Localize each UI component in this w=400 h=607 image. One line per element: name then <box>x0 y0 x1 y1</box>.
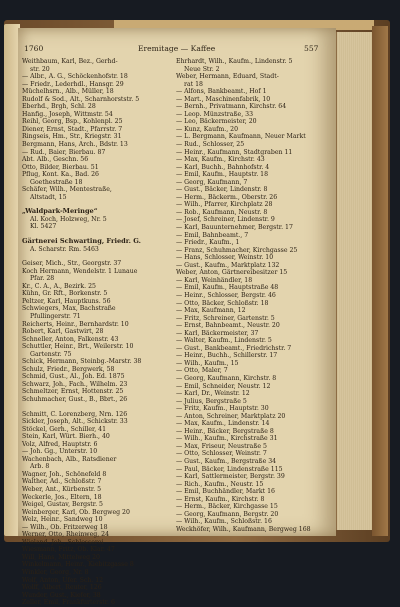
directory-entry: Weber, Hermann, Eduard, Stadt- <box>176 73 279 81</box>
directory-entry: Robert, Karl, Gastwirt, 28 <box>22 328 104 336</box>
directory-entry: Rudolf & Sod., Alt., Scharnhorststr. 5 <box>22 95 140 103</box>
directory-entry: A. Scharstr. Rm. 5463 <box>30 245 99 253</box>
directory-entry: Geiser, Mich., Str., Georgstr. 37 <box>22 260 122 268</box>
directory-entry: Ringseis, Hm., Str., Kriegstr. 31 <box>22 133 122 141</box>
directory-entry: Abt. Alb., Geschn. 56 <box>22 156 89 164</box>
directory-entry: Reicherts, Heinr., Bernhardstr. 10 <box>22 320 129 328</box>
directory-entry: Pflug, Kont. Ka., Bad. 26 <box>22 171 99 179</box>
directory-entry: — Leop. Münzstraße, 33 <box>176 110 254 118</box>
directory-entry: — Rud., Baier, Bierbau. 87 <box>22 148 106 156</box>
directory-entry: Otto, Bilder, Bierbau. 51 <box>22 163 99 171</box>
directory-entry: „Waldpark-Meringe“ <box>22 207 98 216</box>
directory-entry: — Gust., Kaufm., Marktplatz 132 <box>176 261 280 269</box>
directory-entry: — Rob., Kaufmann, Neustr. 8 <box>176 208 268 216</box>
header-left: 1760 <box>24 44 44 53</box>
directory-entry: Reihl, Georg, Bsp., Kohlenpl. 25 <box>22 118 123 126</box>
directory-entry: Weber, Ant., Kürbenstr. 5 <box>22 485 102 493</box>
directory-entry: — Herm., Bäcker, Kirchgasse 15 <box>176 503 278 511</box>
directory-entry: Sickler, Joseph, Alt., Schickstr. 33 <box>22 418 128 426</box>
directory-entry: — Leo, Bäckermeister, 20 <box>176 118 257 126</box>
directory-entry: Stein, Karl, Würt. Bierh., 40 <box>22 433 110 441</box>
directory-entry: Arb. 8 <box>30 463 50 471</box>
directory-entry: — Gust., Bäcker, Lindenstr. 8 <box>176 186 268 194</box>
book <box>4 20 390 607</box>
directory-entry: Stöckel, Gerh., Schiller, 41 <box>22 425 107 433</box>
directory-entry: — Heinr., Schlosser, Bergstr. 46 <box>176 291 276 299</box>
directory-entry: Weinberger, Karl, Ob. Bergweg 20 <box>22 508 130 516</box>
directory-entry: — Heinr., Kaufmann, Stadtgraben 11 <box>176 148 293 156</box>
directory-entry: — Karl, Sattlermeister, Bergstr. 39 <box>176 473 285 481</box>
directory-entry: — Kunz, Kaufm., 20 <box>176 125 239 133</box>
directory-entry: Bergmann, Hans, Arch., Bdstr. 13 <box>22 141 128 149</box>
page-number: 557 <box>304 44 319 53</box>
directory-entry: Gartenstr. 75 <box>30 350 72 358</box>
book-cover-edge <box>372 26 388 536</box>
directory-entry: Wiesmann, Fritz, Ob. Klar. 47 <box>22 546 115 554</box>
directory-entry: — Josef, Schreiner, Lindenstr. 9 <box>176 216 275 224</box>
directory-entry: Will, Hans, Mittelweg 20 <box>22 553 100 561</box>
directory-entry: — Fritz, Kaufm., Hauptstr. 30 <box>176 405 269 413</box>
directory-entry: — Karl, Weinhändler, 18 <box>176 276 253 284</box>
directory-entry: — Max, Kaufm., Lindenstr. 14 <box>176 420 270 428</box>
directory-entry: — Karl, Dr., Weinstr. 12 <box>176 390 250 398</box>
directory-entry: Weckerle, Jos., Eltern, 18 <box>22 493 102 501</box>
directory-entry: — Georg, Kaufmann, Bergstr. 20 <box>176 510 279 518</box>
directory-entry: Schäfer, Wilh., Mentestraße, <box>22 186 112 194</box>
directory-entry: — Ernst, Bahnbeamt., Neustr. 20 <box>176 322 280 330</box>
directory-entry: Eberhd., Brgh, Schl. 28 <box>22 103 96 111</box>
directory-entry: Schmitt, C. Lorenzberg, Nrn. 126 <box>22 410 128 418</box>
directory-entry: — Anton, Schreiner, Marktplatz 20 <box>176 412 286 420</box>
directory-entry: Altstadt, 15 <box>30 193 67 201</box>
directory-entry: — Wilh., Kaufm., 15 <box>176 359 239 367</box>
directory-entry: — Hans, Schlosser, Weinstr. 10 <box>176 254 274 262</box>
directory-entry: — Max, Kaufmann, 12 <box>176 307 246 315</box>
directory-entry: — Rich., Kaufm., Neustr. 15 <box>176 480 264 488</box>
page-stack-edge <box>336 32 373 530</box>
directory-page <box>18 28 336 607</box>
directory-entry: Zeller, Emil, Frankfurterstr. 6 <box>22 599 115 607</box>
directory-entry: — Karl, Bäckermeister, 37 <box>176 329 259 337</box>
directory-entry: — Joh. Gg., Unterstr. 10 <box>22 448 98 456</box>
directory-entry: — Paul, Bäcker, Lindenstraße 115 <box>176 465 283 473</box>
directory-entry: rat 18 <box>184 80 203 88</box>
directory-entry: — Wilh., Ob. Fritzerweg 18 <box>22 523 108 531</box>
directory-entry: — Max, Kaufm., Kirchstr. 43 <box>176 156 265 164</box>
directory-entry: Werner, Otto, Rheinweg, 24 <box>22 531 110 539</box>
directory-entry: — Fritz, Schreiner, Gartenstr. 5 <box>176 314 275 322</box>
directory-entry: Weber, Anton, Gärtnereibesitzer 15 <box>176 269 288 277</box>
directory-entry: — Mart., Maschinenfabrik, 10 <box>176 95 271 103</box>
directory-entry: — Emil, Buchhändler, Markt 16 <box>176 488 275 496</box>
directory-entry: Goethestraße 18 <box>30 178 83 186</box>
directory-entry: Wunder, Gust., Kiefer, 38 <box>22 591 101 599</box>
directory-entry: Wolf, Anton, Ufer. Sch. 12 <box>22 576 104 584</box>
directory-entry: — Julius, Bergstraße 5 <box>176 397 247 405</box>
directory-entry: — Emil, Kaufm., Hauptstr. 18 <box>176 171 269 179</box>
directory-entry: Weithbaum, Karl, Bez., Gerhd- <box>22 58 118 65</box>
directory-entry: Schmeltzer, Ernst, Hottenstr. 25 <box>22 388 124 396</box>
directory-entry: — Heinr., Buchh., Schillerstr. 17 <box>176 352 278 360</box>
header-center: Eremitage — Kaffee <box>138 44 216 53</box>
directory-entry: — Wilh., Kaufm., Schloßstr. 16 <box>176 518 272 526</box>
directory-entry: — Friedr., Lederhdl., Hansgr. 29 <box>22 80 124 88</box>
directory-entry: Winkler, Georg, Nr. 8 <box>22 569 89 576</box>
directory-entry: — L. Bergmann, Kaufmann, Neuer Markt <box>176 133 306 141</box>
directory-entry: — Alfons, Bankbeamt., Hof 1 <box>176 88 267 96</box>
directory-entry: Schwiegers, Max, Bachstraße <box>22 305 116 313</box>
directory-entry: Wagner, Joh., Schönefeld 8 <box>22 470 107 478</box>
directory-entry: Kühn, Gr. Rft., Borkenstr. 5 <box>22 290 108 298</box>
directory-entry: str. 20 <box>30 65 50 73</box>
directory-entry: — Heinr., Bäcker, Bergstraße 8 <box>176 427 274 435</box>
directory-entry: Wieland, Joh., Schlosserei <box>22 538 104 546</box>
entry-gap <box>22 404 170 411</box>
directory-entry: — Gust., Kaufm., Bergstraße 34 <box>176 457 277 465</box>
right-column <box>176 58 324 533</box>
directory-entry: — Karl, Bauunternehmer, Bergstr. 17 <box>176 224 293 232</box>
directory-entry: Wolff, Albert, Reuter, 126 <box>22 584 102 592</box>
directory-entry: — Otto, Maler, 7 <box>176 367 228 375</box>
directory-entry: Schmid, Gust., Al., Joh. Ed. 1875 <box>22 373 125 381</box>
directory-entry: — Bernh., Privatmann, Kirchstr. 64 <box>176 103 287 111</box>
directory-entry: Schwarz, Joh., Fach., Wilhelm. 23 <box>22 380 128 388</box>
directory-entry: — Emil, Kaufm., Hauptstraße 48 <box>176 284 279 292</box>
directory-entry: — Otto, Schlosser, Weinstr. 7 <box>176 450 267 458</box>
directory-entry: — Emil, Bahnbeamt., 7 <box>176 231 249 239</box>
directory-entry: Ehrhardt, Wilh., Kaufm., Lindenstr. 5 <box>176 58 293 65</box>
directory-entry: Kr., C. A., A., Bezirk. 25 <box>22 282 96 290</box>
directory-entry: Schneller, Anton, Falkenstr. 43 <box>22 335 119 343</box>
directory-entry: — Gust., Bankbeamt., Friedrichstr. 7 <box>176 344 292 352</box>
directory-entry: Diener, Ernst, Stadt., Pfarrstr. 7 <box>22 125 123 133</box>
directory-entry: Weigel, Gustav, Bergstr. 5 <box>22 501 103 509</box>
page-header <box>18 44 336 56</box>
directory-entry: — Emil, Schneider, Neustr. 12 <box>176 382 271 390</box>
directory-entry: — Wilh., Kaufm., Kirchstraße 31 <box>176 435 278 443</box>
directory-entry: Schuhmacher, Gust., B., Bbrt., 26 <box>22 395 128 403</box>
directory-entry: Schulz, Friedr., Bergwerk, 58 <box>22 365 115 373</box>
directory-entry: Welz, Heinr., Sandweg 10 <box>22 516 103 524</box>
directory-entry: Pfar. 28 <box>30 275 55 283</box>
directory-entry: — Rud., Schlosser, 25 <box>176 141 245 149</box>
directory-entry: Kl. 5427 <box>30 223 57 231</box>
entry-gap <box>22 253 170 260</box>
directory-entry: Volz, Alfred, Hauptstr. 6 <box>22 440 98 448</box>
directory-entry: Al. Koch, Holzweg, Nr. 5 <box>30 215 107 223</box>
directory-entry: — Herm., Bäckerm., Oberstr. 26 <box>176 193 278 201</box>
directory-entry: — Friedr., Kaufm., 1 <box>176 239 240 247</box>
directory-entry: — Karl, Buchh., Bahnhofstr. 4 <box>176 163 270 171</box>
directory-entry: — Albr., A. G., Schöckenhofstr. 18 <box>22 73 128 81</box>
directory-entry: — Franz, Schuhmacher, Kirchgasse 25 <box>176 246 298 254</box>
left-column <box>22 58 170 607</box>
directory-entry: — Georg, Kaufmann, 7 <box>176 178 248 186</box>
directory-entry: Weckhöfer, Wilh., Kaufmann, Bergweg 168 <box>176 525 311 533</box>
directory-entry: Müchelhsrn., Alb., Müller, 18 <box>22 88 114 96</box>
directory-entry: — Max, Friseur, Neustraße 5 <box>176 442 267 450</box>
directory-entry: Koch Hermann, Wendelstr. 1 Lunaue <box>22 267 138 275</box>
directory-entry: — Georg, Kaufmann, Kirchstr. 8 <box>176 374 277 382</box>
directory-entry: Pfullingerstr. 71 <box>30 312 81 320</box>
directory-entry: — Ernst, Kaufm., Kirchstr. 8 <box>176 495 265 503</box>
directory-entry: Hanfig., Joseph, Wittmstr. 54 <box>22 110 113 118</box>
directory-entry: — Otto, Bäcker, Schloßstr. 18 <box>176 299 269 307</box>
directory-entry: Gärtnerei Schwarting, Friedr. G. <box>22 237 141 246</box>
directory-entry: Winkelmann, Heinr., Kiebitzgasse 8 <box>22 561 134 569</box>
directory-entry: Schick, Hermann, Steinbg.-Marstr. 38 <box>22 358 142 366</box>
directory-entry: Peltzer, Karl, Hauptkuns. 56 <box>22 297 111 305</box>
directory-entry: Wachenbach, Alb., Ratsdiener <box>22 455 117 463</box>
directory-entry: Walther, Ad., Schloßstr. 7 <box>22 478 102 486</box>
directory-entry: — Wilh., Pfarrer, Kirchplatz 28 <box>176 201 273 209</box>
directory-entry: Schuttler, Heinr., Brt., Weilerstr. 10 <box>22 343 134 351</box>
directory-entry: Neue Str. 2 <box>184 65 220 73</box>
directory-entry: — Walter, Kaufm., Lindenstr. 5 <box>176 337 272 345</box>
